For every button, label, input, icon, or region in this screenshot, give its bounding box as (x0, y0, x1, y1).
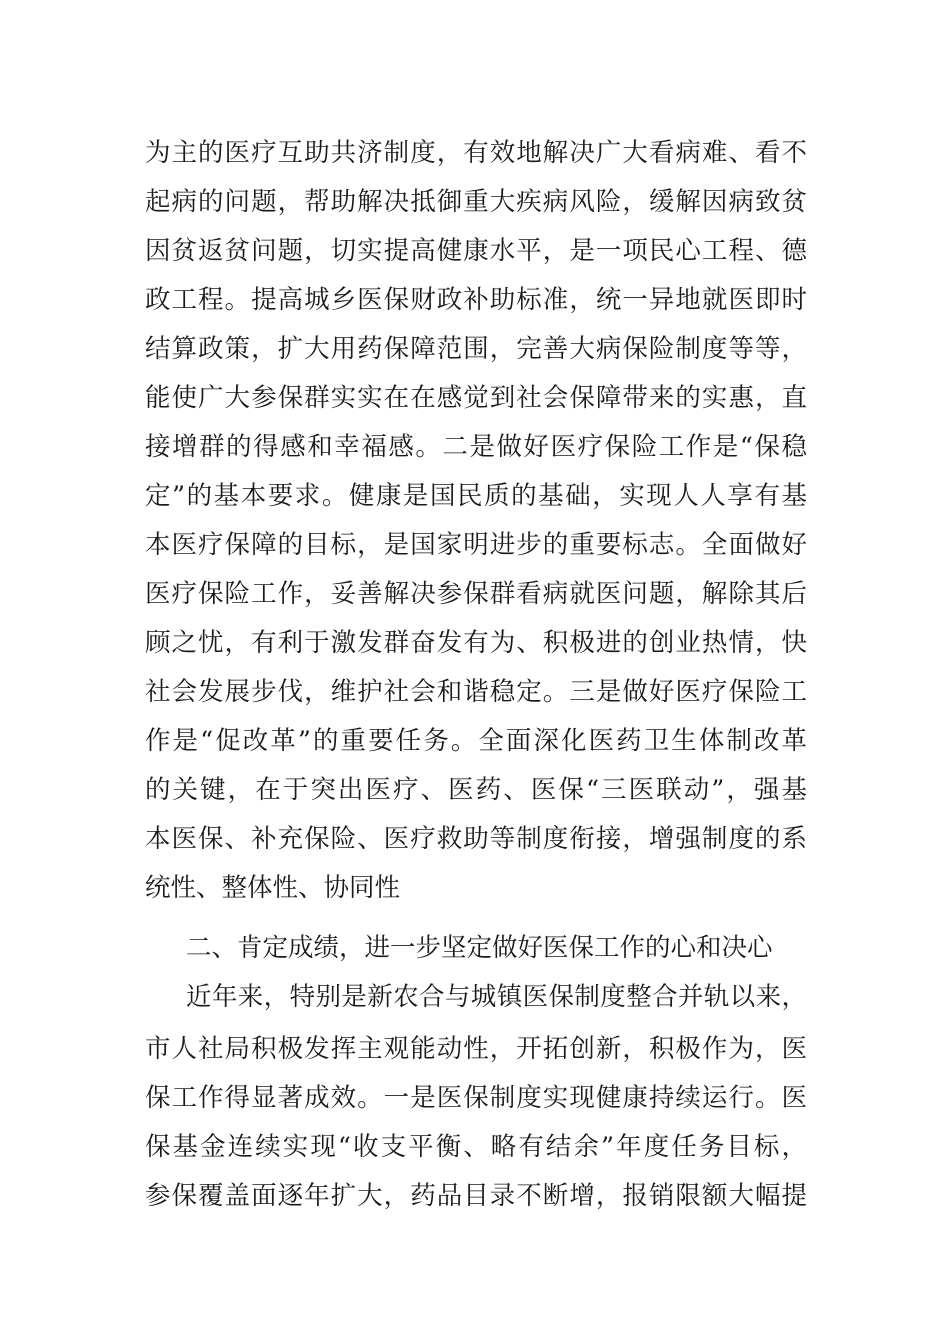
body-text-line: 定”的基本要求。健康是国民质的基础，实现人人享有基 (145, 481, 807, 511)
body-text-line: 保工作得显著成效。一是医保制度实现健康持续运行。医 (145, 1083, 807, 1113)
body-text-line: 接增群的得感和幸福感。二是做好医疗保险工作是“保稳 (145, 432, 807, 462)
body-text-line: 为主的医疗互助共济制度，有效地解决广大看病难、看不 (145, 138, 807, 168)
body-text-line: 起病的问题，帮助解决抵御重大疾病风险，缓解因病致贫 (145, 187, 807, 217)
body-text-line: 作是“促改革”的重要任务。全面深化医药卫生体制改革 (145, 726, 807, 756)
body-text-line: 政工程。提高城乡医保财政补助标准，统一异地就医即时 (145, 285, 807, 315)
body-text-line: 结算政策，扩大用药保障范围，完善大病保险制度等等， (145, 334, 807, 364)
body-text-line: 的关键，在于突出医疗、医药、医保“三医联动”，强基 (145, 775, 807, 805)
body-text-line: 能使广大参保群实实在在感觉到社会保障带来的实惠，直 (145, 383, 807, 413)
body-text-line: 保基金连续实现“收支平衡、略有结余”年度任务目标， (145, 1132, 807, 1162)
body-text-line: 市人社局积极发挥主观能动性，开拓创新，积极作为，医 (145, 1034, 807, 1064)
body-text-line: 近年来，特别是新农合与城镇医保制度整合并轨以来， (186, 982, 807, 1012)
body-text-line: 社会发展步伐，维护社会和谐稳定。三是做好医疗保险工 (145, 677, 807, 707)
body-text-line: 统性、整体性、协同性 (145, 873, 401, 903)
section-heading: 二、肯定成绩，进一步坚定做好医保工作的心和决心 (186, 933, 773, 963)
body-text-line: 本医保、补充保险、医疗救助等制度衔接，增强制度的系 (145, 824, 807, 854)
body-text-line: 顾之忧，有利于激发群奋发有为、积极进的创业热情，快 (145, 628, 807, 658)
body-text-line: 医疗保险工作，妥善解决参保群看病就医问题，解除其后 (145, 579, 807, 609)
body-text-line: 本医疗保障的目标，是国家明进步的重要标志。全面做好 (145, 530, 807, 560)
body-text-line: 因贫返贫问题，切实提高健康水平，是一项民心工程、德 (145, 236, 807, 266)
body-text-line: 参保覆盖面逐年扩大，药品目录不断增，报销限额大幅提 (145, 1181, 807, 1211)
